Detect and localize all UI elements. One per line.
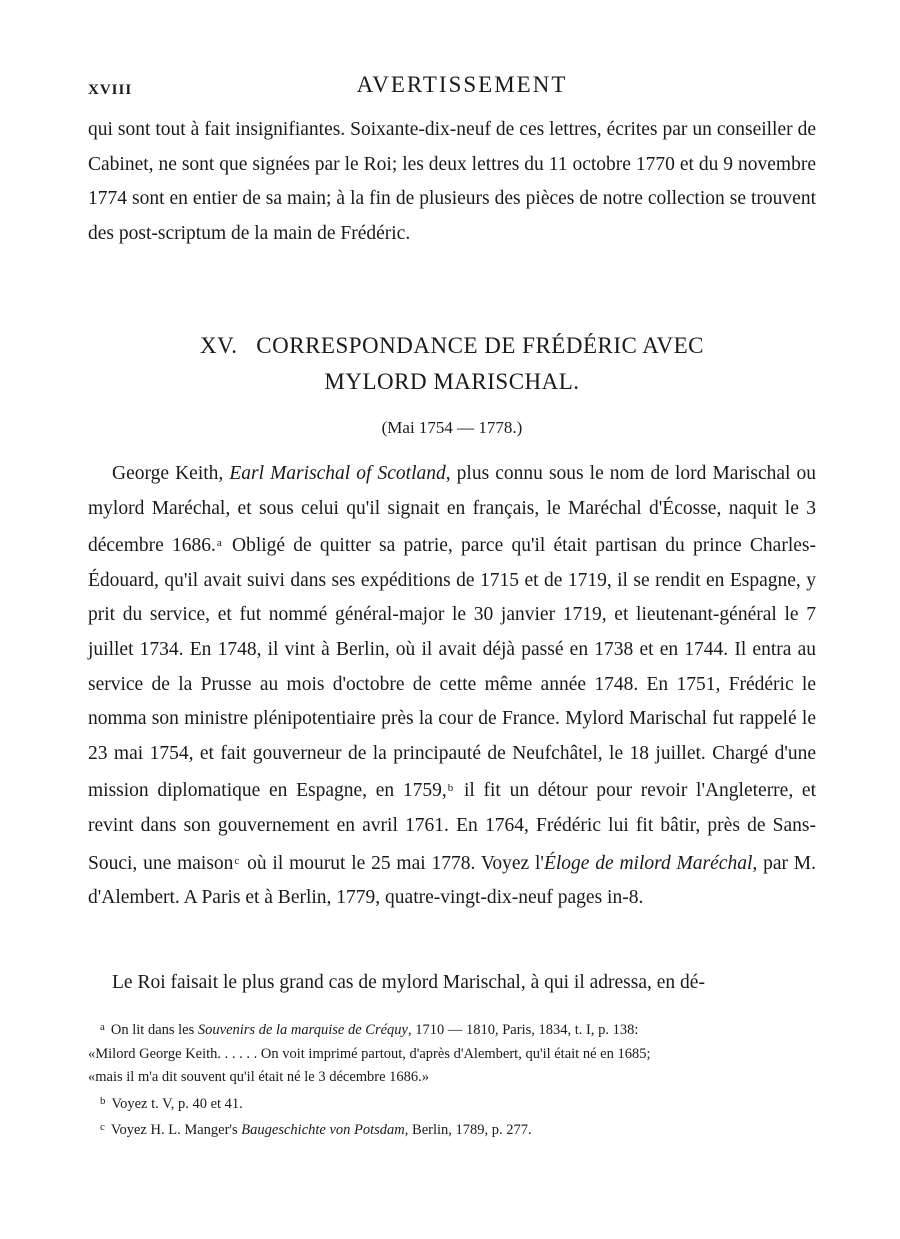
- footnote-marker-b: b: [447, 782, 454, 795]
- footnotes: [88, 1016, 816, 1143]
- section-heading: [88, 328, 816, 400]
- footnote-text: Voyez t. V, p. 40 et 41.: [111, 1095, 243, 1112]
- paragraph-continued: Le Roi faisait le plus grand cas de mylord Marischal, à qui il adressa, en dé-: [112, 972, 705, 993]
- footnote-italic: Souvenirs de la marquise de Créquy: [197, 1022, 408, 1038]
- footnote-c: [88, 1116, 816, 1143]
- page-number: XVIII: [88, 82, 133, 98]
- footnote-b: [88, 1090, 816, 1117]
- footnote-a-line-3: «mais il m'a dit souvent qu'il était né le 3 décembre 1686.»: [88, 1069, 430, 1085]
- running-title: AVERTISSEMENT: [356, 72, 568, 97]
- footnote-letter: c: [100, 1121, 105, 1133]
- italic-title: Éloge de milord Maréchal: [543, 852, 753, 874]
- footnote-text: Voyez H. L. Manger's: [110, 1122, 242, 1138]
- footnote-text: On lit dans les: [110, 1022, 198, 1038]
- continuation-paragraph: qui sont tout à fait insignifiantes. Soixante-dix-neuf de ces lettres, écrites par un conseiller de Cabinet, ne sont que signées par le Roi; les deux lettres du 11 octobre 1770 et du 9 novembre 1774 sont en entier de sa main; à la fin de plusieurs des pièces de notre collection se trouvent des post-scriptum de la main de Frédéric.: [88, 119, 816, 244]
- section-heading-line-2: MYLORD MARISCHAL.: [324, 369, 580, 394]
- paragraph-text: il fit un détour pour revoir l'Angleterre, et revint dans son gouvernement en avril 1761. En 1764, Frédéric lui fit bâtir, près de Sans-Souci, une maison: [88, 780, 816, 874]
- paragraph-text: , par M. d'Alembert. A Paris et à Berlin, 1779, quatre-vingt-dix-neuf pages in-8.: [88, 852, 816, 909]
- running-head: [88, 72, 816, 106]
- paragraph-text: où il mourut le 25 mai 1778. Voyez l': [241, 852, 544, 874]
- footnote-marker-c: c: [234, 854, 240, 867]
- footnote-text: , Berlin, 1789, p. 277.: [404, 1122, 532, 1138]
- paragraph-text: George Keith,: [112, 463, 230, 484]
- footnote-letter: a: [100, 1021, 105, 1033]
- footnote-marker-a: a: [216, 537, 222, 550]
- paragraph-text: , plus connu sous le nom de lord Marischal ou mylord Maréchal, et sous celui qu'il signait en français, le Maréchal d'Écosse, naquit le 3 décembre 1686.: [88, 463, 816, 557]
- footnote-letter: b: [100, 1094, 106, 1107]
- paragraph-biography: [88, 457, 816, 916]
- paragraph-text: Obligé de quitter sa patrie, parce qu'il était partisan du prince Charles-Édouard, qu'il avait suivi dans ses expéditions de 1715 et de 1719, il se rendit en Espagne, y prit du service, et fut nommé général-major le 30 janvier 1719, et lieutenant-général le 7 juillet 1734. En 1748, il vint à Berlin, où il avait déjà passé en 1738 et en 1744. Il entra au service de la Prusse au mois d'octobre de cette même année 1748. En 1751, Frédéric le nomma son ministre plénipotentiaire près la cour de France. Mylord Marischal fut rappelé le 23 mai 1754, et fait gouverneur de la principauté de Neufchâtel, le 18 juillet. Chargé d'une mission diplomatique en Espagne, en 1759,: [88, 535, 816, 802]
- footnote-text: , 1710 — 1810, Paris, 1834, t. I, p. 138:: [407, 1022, 639, 1038]
- section-dates: (Mai 1754 — 1778.): [381, 418, 523, 437]
- italic-title: Earl Marischal of Scotland: [229, 463, 446, 484]
- section-heading-line-1: XV. CORRESPONDANCE DE FRÉDÉRIC AVEC: [200, 333, 704, 358]
- footnote-italic: Baugeschichte von Potsdam: [241, 1122, 405, 1138]
- footnote-a-line-2: «Milord George Keith. . . . . . On voit imprimé partout, d'après d'Alembert, qu'il était né en 1685;: [88, 1045, 651, 1062]
- footnote-a: [88, 1016, 816, 1043]
